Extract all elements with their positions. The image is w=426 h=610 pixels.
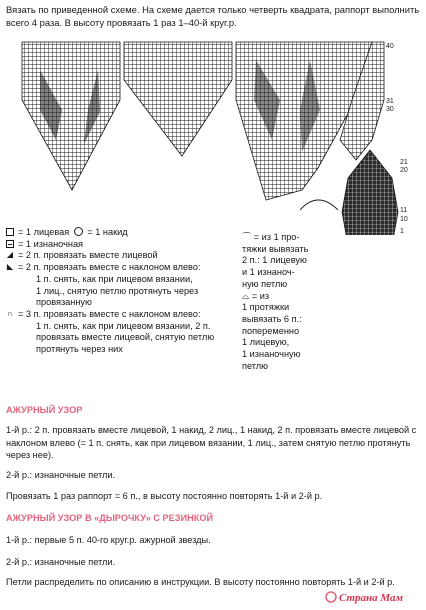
legend-k2tog: ◢ = 2 п. провязать вместе лицевой (6, 250, 158, 261)
svg-text:Страна Мам: Страна Мам (339, 592, 404, 604)
row-number: 20 (400, 167, 408, 174)
knit-square-icon (6, 228, 14, 236)
chart-main-wedge (22, 42, 120, 190)
legend-ssk: ◣ = 2 п. провязать вместе с наклоном влево: (6, 262, 201, 273)
eyelet-row1: 1-й р.: первые 5 п. 40-го круг.р. ажурной звезды. (6, 535, 211, 545)
row-number: 1 (400, 228, 404, 235)
chart-middle-wedge (124, 42, 232, 156)
ssk-icon: ◣ (6, 262, 14, 272)
symbol-legend: = 1 лицевая = 1 накид = 1 изнаночная ◢ = 2 п. провязать вместе лицевой ◣ = 2 п. провязать вместе с наклоном влево: 1 п. снять, как при лицевом вязании, 1 лиц., снятую петлю протянуть через провязанную ∩ = 3 п. провязать вместе с наклоном влево: 1 п. снять, как при лицевом вязании, 2 п. провязать вместе лицевой, снятую петлю протянуть через них (6, 227, 242, 356)
legend-s2k1: ∩ = 3 п. провязать вместе с наклоном влево: (7, 308, 201, 319)
chart-leaf (342, 150, 398, 235)
site-watermark-logo (324, 588, 422, 606)
legend-purl: = 1 изнаночная (6, 239, 242, 251)
legend-knit: = 1 лицевая = 1 накид (6, 227, 242, 239)
three-together-icon: ∩ (7, 308, 13, 318)
knitting-chart (0, 40, 426, 235)
row-number: 40 (386, 43, 394, 50)
row-number: 30 (386, 106, 394, 113)
lace-row2: 2-й р.: изнаночные петли. (6, 470, 116, 480)
row-number: 31 (386, 98, 394, 105)
arc-increase-icon: ⌒ (242, 232, 252, 242)
eyelet-row2: 2-й р.: изнаночные петли. (6, 557, 116, 567)
row-number: 21 (400, 159, 408, 166)
row-number: 10 (400, 216, 408, 223)
lace-title: АЖУРНЫЙ УЗОР (6, 405, 83, 415)
eyelet-title: АЖУРНЫЙ УЗОР В «ДЫРОЧКУ» С РЕЗИНКОЙ (6, 513, 214, 523)
symbol-legend-right: ⌒ = из 1 про- тяжки вывязать 2 п.: 1 лицевую и 1 изнаноч- ную петлю ⌓ = из 1 протяжки вывязать 6 п.: попеременно 1 лицевую, 1 изнаночную петлю (242, 232, 354, 372)
k2tog-icon: ◢ (6, 250, 14, 260)
bobble-icon: ⌓ (242, 290, 250, 301)
purl-square-icon (6, 240, 14, 248)
lace-row1: 1-й р.: 2 п. провязать вместе лицевой, 1 накид, 2 лиц., 1 накид, 2 п. провязать вместе лицевой с наклоном влево (= 1 п. снять, как при лицевом вязании, 1 лиц., затем снятую петлю протянуть через нее). (6, 425, 417, 460)
lace-repeat: Провязать 1 раз раппорт = 6 п., в высоту постоянно повторять 1-й и 2-й р. (6, 491, 323, 501)
eyelet-distribute: Петли распределить по описанию в инструкции. В высоту постоянно повторять 1-й и 2-й р. (6, 577, 395, 587)
intro-text: Вязать по приведенной схеме. На схеме дается только четверть квадрата, раппорт выполнить всего 4 раза. В высоту провязать 1 раз 1–40-й круг.р. (6, 4, 420, 28)
legend-increase: ⌒ = из 1 про- (242, 232, 300, 242)
row-number: 11 (400, 207, 408, 214)
legend-bobble: ⌓ = из (242, 290, 270, 301)
yarn-over-icon (74, 227, 83, 236)
